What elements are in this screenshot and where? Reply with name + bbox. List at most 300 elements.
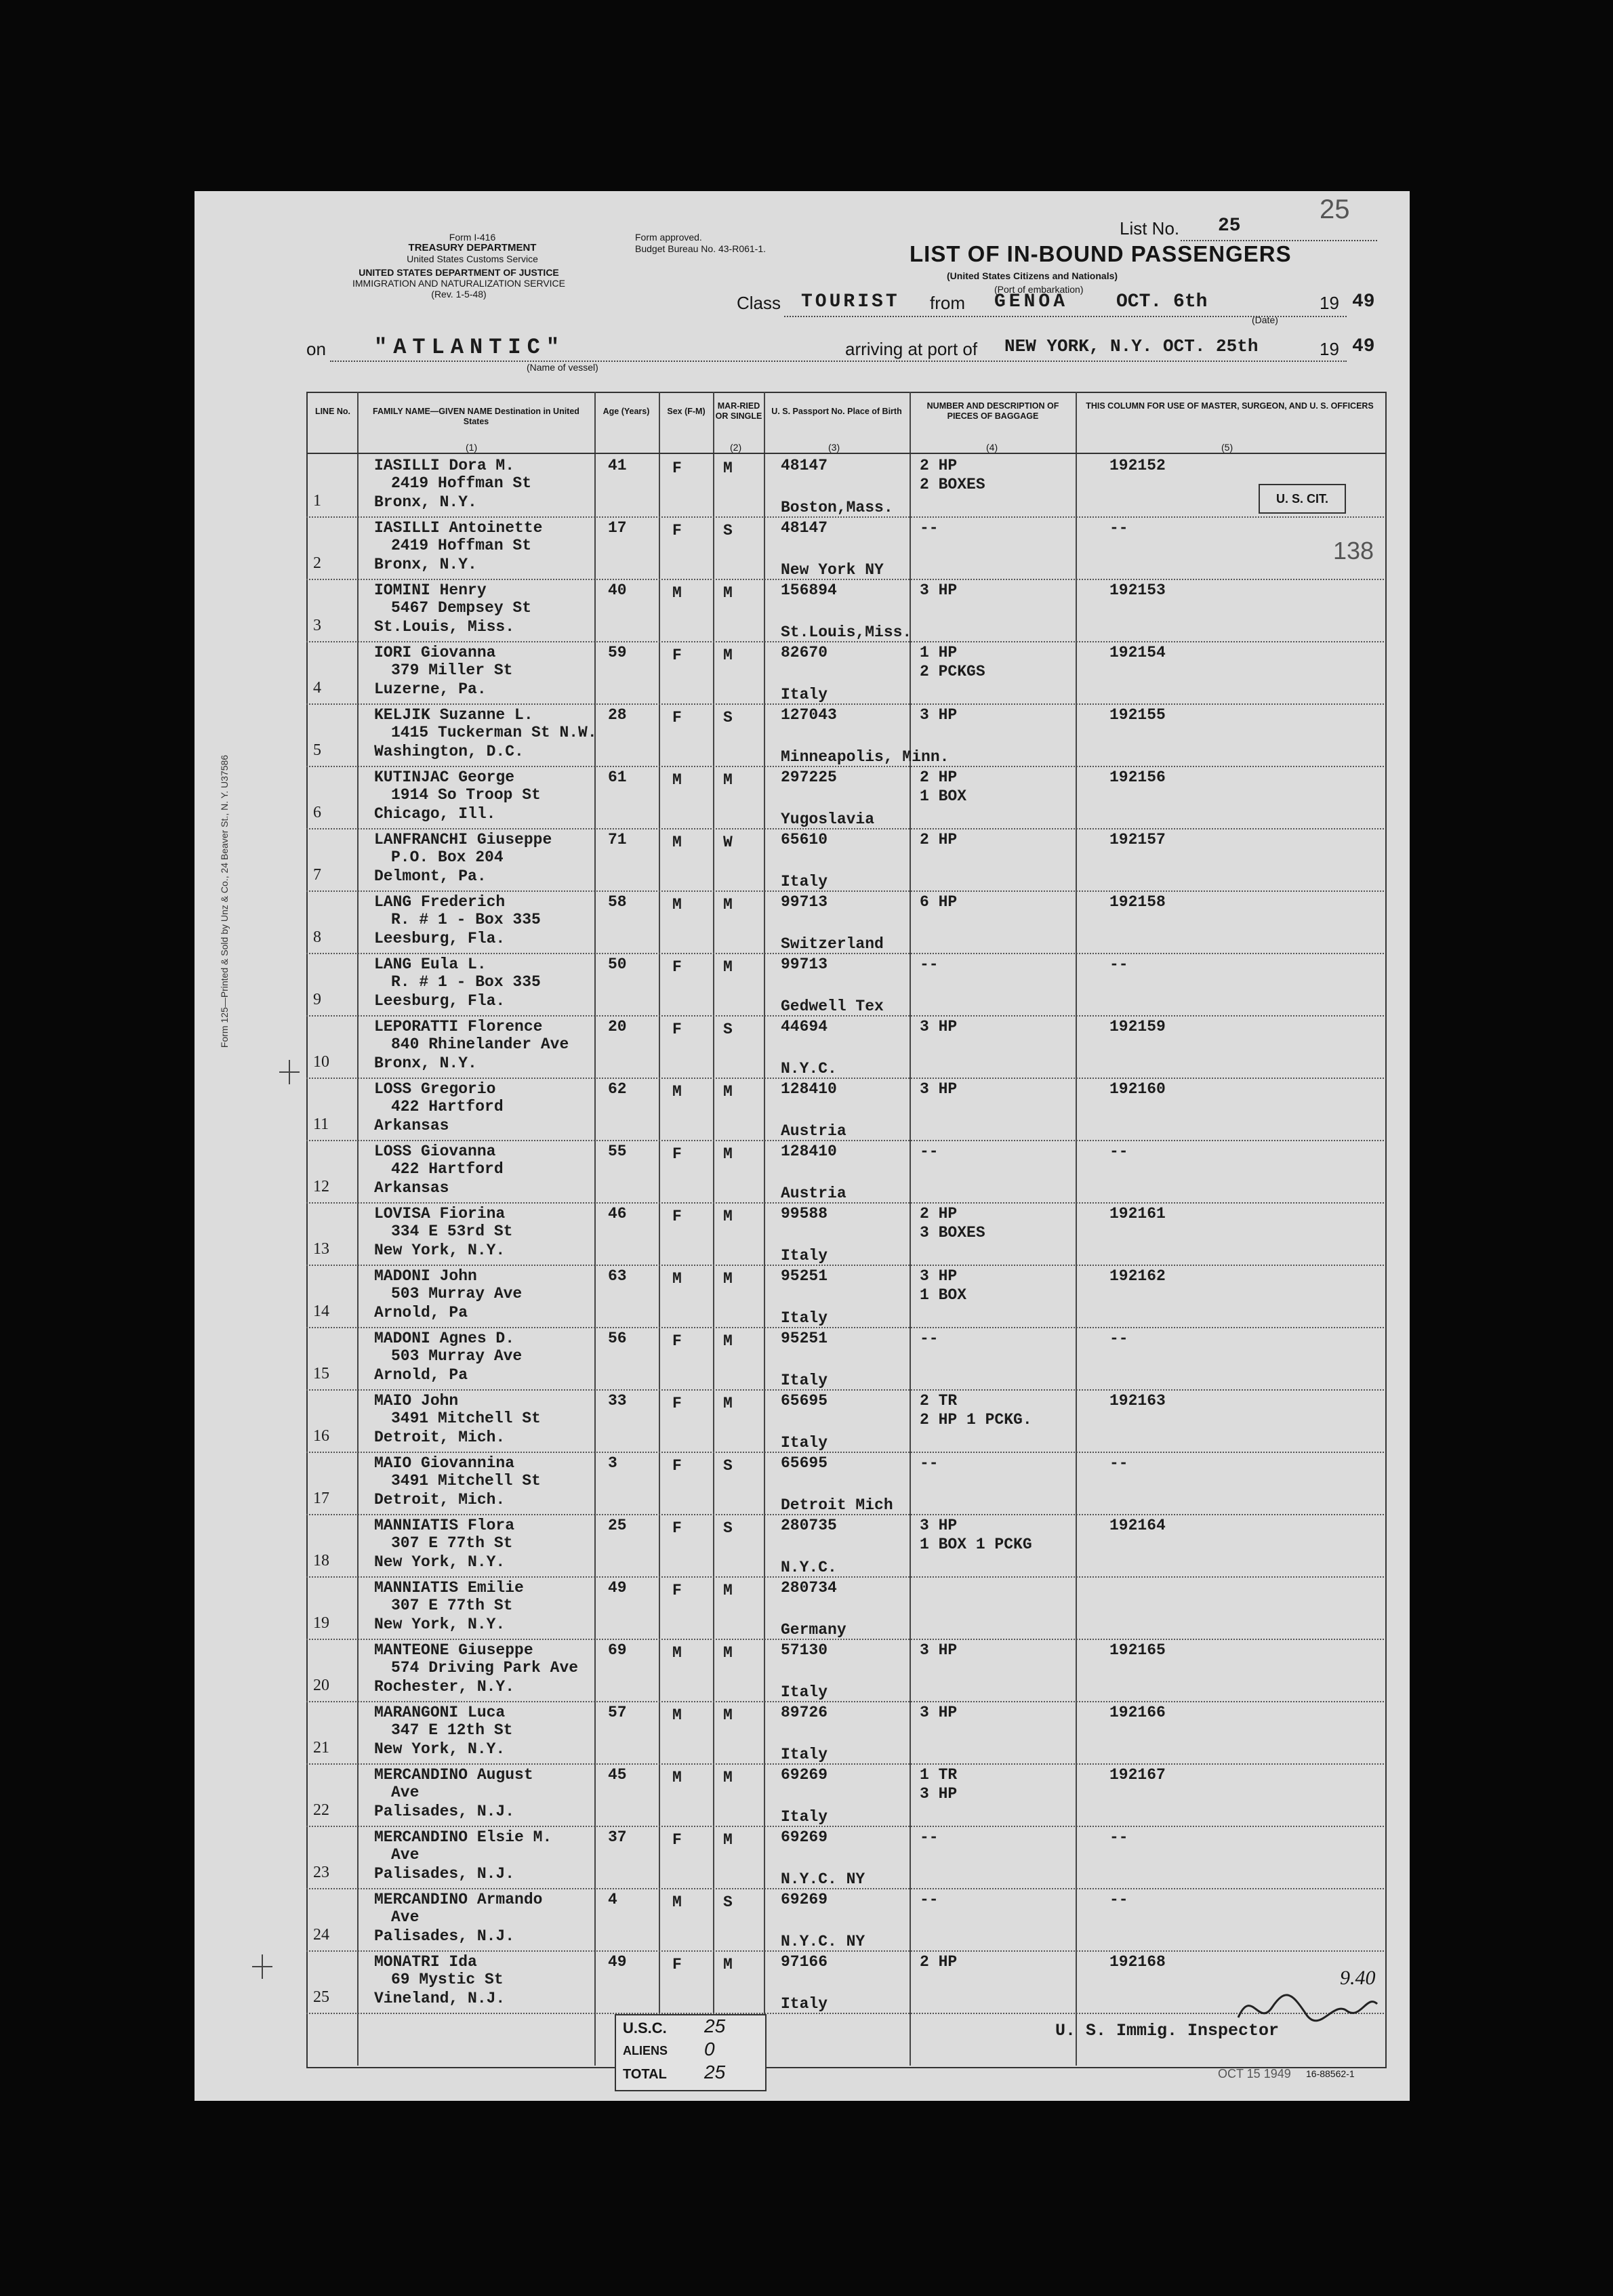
table-row xyxy=(306,1576,1384,1640)
line-number: 20 xyxy=(313,1677,329,1694)
passenger-name: MAIO Giovannina xyxy=(374,1454,515,1472)
table-row xyxy=(306,1078,1384,1141)
passenger-manifest-page xyxy=(195,191,1410,2101)
passport-number: 65610 xyxy=(781,831,828,848)
table-row xyxy=(306,1639,1384,1702)
marital-status: M xyxy=(723,1644,733,1662)
address-line-1: 1914 So Troop St xyxy=(391,786,541,804)
address-line-2: Detroit, Mich. xyxy=(374,1491,506,1509)
address-line-2: Arnold, Pa xyxy=(374,1304,468,1321)
passenger-name: LOVISA Fiorina xyxy=(374,1205,506,1223)
sex: F xyxy=(672,1208,682,1225)
baggage-line-2: 1 BOX xyxy=(920,787,967,805)
table-row xyxy=(306,1950,1384,2014)
officer-reference: 192162 xyxy=(1109,1267,1166,1285)
marital-status: M xyxy=(723,896,733,914)
officer-reference: 192152 xyxy=(1109,457,1166,474)
officer-reference: -- xyxy=(1109,1330,1128,1347)
address-line-1: 347 E 12th St xyxy=(391,1721,513,1739)
sex: F xyxy=(672,1457,682,1475)
passport-number: 82670 xyxy=(781,644,828,661)
col-sex: Sex (F-M) xyxy=(667,407,706,416)
table-row xyxy=(306,1701,1384,1765)
place-of-birth: Italy xyxy=(781,686,828,703)
table-row xyxy=(306,1202,1384,1266)
col-num-4: (4) xyxy=(986,442,998,453)
address-line-1: R. # 1 - Box 335 xyxy=(391,973,541,991)
age: 59 xyxy=(608,644,627,661)
place-of-birth: N.Y.C. xyxy=(781,1060,837,1078)
sex: M xyxy=(672,771,682,789)
passenger-name: MANNIATIS Emilie xyxy=(374,1579,524,1597)
place-of-birth: Yugoslavia xyxy=(781,811,875,828)
marital-status: M xyxy=(723,1831,733,1849)
officer-reference: 192163 xyxy=(1109,1392,1166,1410)
sex: F xyxy=(672,1021,682,1038)
officer-reference: 192161 xyxy=(1109,1205,1166,1223)
year-2: 49 xyxy=(1352,336,1375,357)
passenger-name: MANTEONE Giuseppe xyxy=(374,1641,533,1659)
place-of-birth: Austria xyxy=(781,1122,846,1140)
address-line-2: Bronx, N.Y. xyxy=(374,1054,477,1072)
address-line-1: 840 Rhinelander Ave xyxy=(391,1036,569,1053)
officer-reference: 192164 xyxy=(1109,1517,1166,1534)
age: 28 xyxy=(608,706,627,724)
officer-reference: 192166 xyxy=(1109,1704,1166,1721)
officer-reference: -- xyxy=(1109,519,1128,537)
address-line-2: New York, N.Y. xyxy=(374,1553,506,1571)
us-citizen-stamp: U. S. CIT. xyxy=(1259,484,1346,514)
sex: F xyxy=(672,1332,682,1350)
embark-date: OCT. 6th xyxy=(1116,291,1208,312)
line-number: 19 xyxy=(313,1614,329,1632)
officer-reference: -- xyxy=(1109,1143,1128,1160)
list-no-label: List No. xyxy=(1120,218,1180,239)
passport-number: 99713 xyxy=(781,893,828,911)
address-line-1: 2419 Hoffman St xyxy=(391,474,532,492)
line-number: 15 xyxy=(313,1365,329,1382)
place-of-birth: Detroit Mich xyxy=(781,1496,893,1514)
passport-number: 280735 xyxy=(781,1517,837,1534)
vessel-line xyxy=(330,361,1347,362)
line-number: 18 xyxy=(313,1552,329,1570)
baggage-line-1: 3 HP xyxy=(920,1641,958,1659)
address-line-2: Luzerne, Pa. xyxy=(374,680,487,698)
age: 3 xyxy=(608,1454,617,1472)
line-number: 3 xyxy=(313,617,321,634)
marital-status: M xyxy=(723,584,733,602)
col-age: Age (Years) xyxy=(603,407,650,416)
col-num-5: (5) xyxy=(1221,442,1233,453)
totals-box: U.S.C. 25 ALIENS 0 TOTAL 25 xyxy=(615,2014,767,2091)
table-row xyxy=(306,1327,1384,1391)
line-number: 11 xyxy=(313,1115,329,1133)
sex: M xyxy=(672,834,682,851)
inspector-signature xyxy=(1231,1980,1381,2034)
class-label: Class xyxy=(737,293,781,313)
sex: F xyxy=(672,1145,682,1163)
marital-status: M xyxy=(723,1956,733,1973)
form-id-block: Form I-416 TREASURY DEPARTMENT United States Customs Service xyxy=(407,232,538,264)
marital-status: S xyxy=(723,1893,733,1911)
baggage-line-1: -- xyxy=(920,1891,939,1908)
officer-reference: 192156 xyxy=(1109,768,1166,786)
table-row xyxy=(306,454,1384,518)
marital-status: M xyxy=(723,1769,733,1786)
passenger-name: KELJIK Suzanne L. xyxy=(374,706,533,724)
place-of-birth: New York NY xyxy=(781,561,884,579)
line-number: 24 xyxy=(313,1926,329,1944)
passenger-name: IASILLI Antoinette xyxy=(374,519,543,537)
passenger-name: MONATRI Ida xyxy=(374,1953,477,1971)
age: 56 xyxy=(608,1330,627,1347)
received-date-stamp: OCT 15 1949 xyxy=(1218,2067,1291,2080)
table-row xyxy=(306,766,1384,829)
passenger-name: LANG Frederich xyxy=(374,893,506,911)
passenger-name: LOSS Gregorio xyxy=(374,1080,496,1098)
embark-caption: (Port of embarkation) xyxy=(994,284,1084,295)
sex: M xyxy=(672,1644,682,1662)
form-code: 16-88562-1 xyxy=(1306,2068,1355,2079)
baggage-line-1: -- xyxy=(920,1454,939,1472)
passenger-name: MADONI John xyxy=(374,1267,477,1285)
page-number: 25 xyxy=(1320,194,1350,224)
passenger-name: IORI Giovanna xyxy=(374,644,496,661)
table-row xyxy=(306,1763,1384,1827)
address-line-1: 307 E 77th St xyxy=(391,1534,513,1552)
passport-number: 297225 xyxy=(781,768,837,786)
col-passport: U. S. Passport No. Place of Birth xyxy=(771,407,902,416)
passport-number: 95251 xyxy=(781,1267,828,1285)
place-of-birth: Italy xyxy=(781,873,828,890)
baggage-line-1: 2 HP xyxy=(920,768,958,786)
sex: F xyxy=(672,1956,682,1973)
doj-block: UNITED STATES DEPARTMENT OF JUSTICE IMMIGRATION AND NATURALIZATION SERVICE (Rev. 1-5-48) xyxy=(352,267,565,300)
officer-reference: 192168 xyxy=(1109,1953,1166,1971)
col-num-2: (2) xyxy=(730,442,742,453)
col-married: MAR-RIED OR SINGLE xyxy=(715,401,762,421)
line-number: 4 xyxy=(313,679,321,697)
place-of-birth: Italy xyxy=(781,1372,828,1389)
address-line-1: 422 Hartford xyxy=(391,1160,504,1178)
officer-reference: 192167 xyxy=(1109,1766,1166,1784)
address-line-1: 503 Murray Ave xyxy=(391,1347,523,1365)
sex: M xyxy=(672,1270,682,1288)
passenger-name: LANFRANCHI Giuseppe xyxy=(374,831,552,848)
address-line-1: 5467 Dempsey St xyxy=(391,599,532,617)
place-of-birth: Italy xyxy=(781,1683,828,1701)
place-of-birth: Gedwell Tex xyxy=(781,998,884,1015)
line-number: 16 xyxy=(313,1427,329,1445)
baggage-line-2: 1 BOX 1 PCKG xyxy=(920,1536,1032,1553)
marital-status: S xyxy=(723,1021,733,1038)
officer-reference: 192153 xyxy=(1109,581,1166,599)
page-title: LIST OF IN-BOUND PASSENGERS xyxy=(910,241,1292,266)
sex: F xyxy=(672,647,682,664)
officer-reference: -- xyxy=(1109,1828,1128,1846)
sex: F xyxy=(672,1395,682,1412)
marital-status: S xyxy=(723,1519,733,1537)
address-line-1: Ave xyxy=(391,1846,420,1864)
arrival-port-date: NEW YORK, N.Y. OCT. 25th xyxy=(1004,336,1259,356)
age: 4 xyxy=(608,1891,617,1908)
passport-number: 57130 xyxy=(781,1641,828,1659)
age: 46 xyxy=(608,1205,627,1223)
address-line-1: 307 E 77th St xyxy=(391,1597,513,1614)
age: 69 xyxy=(608,1641,627,1659)
marital-status: S xyxy=(723,709,733,726)
address-line-2: Arkansas xyxy=(374,1179,449,1197)
address-line-1: P.O. Box 204 xyxy=(391,848,504,866)
marital-status: M xyxy=(723,1270,733,1288)
passport-number: 69269 xyxy=(781,1828,828,1846)
address-line-2: St.Louis, Miss. xyxy=(374,618,515,636)
sex: M xyxy=(672,1893,682,1911)
address-line-1: 334 E 53rd St xyxy=(391,1223,513,1240)
line-number: 1 xyxy=(313,492,321,510)
address-line-1: 422 Hartford xyxy=(391,1098,504,1115)
age: 49 xyxy=(608,1953,627,1971)
place-of-birth: Minneapolis, Minn. xyxy=(781,748,950,766)
baggage-line-1: -- xyxy=(920,1828,939,1846)
place-of-birth: Italy xyxy=(781,1309,828,1327)
sex: F xyxy=(672,459,682,477)
passport-number: 97166 xyxy=(781,1953,828,1971)
marital-status: M xyxy=(723,1208,733,1225)
address-line-2: Delmont, Pa. xyxy=(374,867,487,885)
place-of-birth: Austria xyxy=(781,1185,846,1202)
passport-number: 48147 xyxy=(781,457,828,474)
baggage-line-1: -- xyxy=(920,1330,939,1347)
officer-reference: 192154 xyxy=(1109,644,1166,661)
arriving-label: arriving at port of xyxy=(845,339,978,359)
col-num-1: (1) xyxy=(466,442,478,453)
col-name: FAMILY NAME—GIVEN NAME Destination in United States xyxy=(373,407,579,426)
address-line-2: Washington, D.C. xyxy=(374,743,524,760)
passenger-name: MERCANDINO Elsie M. xyxy=(374,1828,552,1846)
address-line-2: Palisades, N.J. xyxy=(374,1803,515,1820)
table-row xyxy=(306,1888,1384,1952)
on-label: on xyxy=(306,339,326,359)
passport-number: 89726 xyxy=(781,1704,828,1721)
line-number: 14 xyxy=(313,1303,329,1320)
age: 49 xyxy=(608,1579,627,1597)
line-number: 8 xyxy=(313,928,321,946)
vessel-caption: (Name of vessel) xyxy=(527,362,598,373)
address-line-1: R. # 1 - Box 335 xyxy=(391,911,541,928)
port-of-embarkation: GENOA xyxy=(994,291,1069,312)
baggage-line-1: 3 HP xyxy=(920,1704,958,1721)
table-row xyxy=(306,579,1384,642)
place-of-birth: Germany xyxy=(781,1621,846,1639)
pencil-tick-margin xyxy=(249,1953,276,1980)
inspector-label: U. S. Immig. Inspector xyxy=(1055,2021,1280,2041)
address-line-2: New York, N.Y. xyxy=(374,1616,506,1633)
baggage-line-1: 2 HP xyxy=(920,457,958,474)
line-number: 23 xyxy=(313,1864,329,1881)
passenger-name: LANG Eula L. xyxy=(374,956,487,973)
sex: F xyxy=(672,1582,682,1599)
marital-status: M xyxy=(723,459,733,477)
col-num-3: (3) xyxy=(828,442,840,453)
address-line-2: Rochester, N.Y. xyxy=(374,1678,515,1696)
list-no-value: 25 xyxy=(1218,216,1241,237)
class-value: TOURIST xyxy=(801,291,900,312)
address-line-1: 379 Miller St xyxy=(391,661,513,679)
passenger-name: LEPORATTI Florence xyxy=(374,1018,543,1036)
address-line-2: Bronx, N.Y. xyxy=(374,493,477,511)
officer-reference: 192155 xyxy=(1109,706,1166,724)
marital-status: W xyxy=(723,834,733,851)
passenger-name: MARANGONI Luca xyxy=(374,1704,506,1721)
sex: F xyxy=(672,522,682,539)
address-line-2: Leesburg, Fla. xyxy=(374,930,506,947)
line-number: 17 xyxy=(313,1490,329,1507)
line-number: 13 xyxy=(313,1240,329,1258)
baggage-line-1: 2 HP xyxy=(920,831,958,848)
page-subtitle: (United States Citizens and Nationals) xyxy=(947,270,1118,281)
passport-number: 128410 xyxy=(781,1143,837,1160)
passenger-name: MANNIATIS Flora xyxy=(374,1517,515,1534)
passenger-name: MERCANDINO Armando xyxy=(374,1891,543,1908)
place-of-birth: Italy xyxy=(781,1247,828,1265)
line-number: 21 xyxy=(313,1739,329,1757)
age: 25 xyxy=(608,1517,627,1534)
marital-status: M xyxy=(723,958,733,976)
passport-number: 44694 xyxy=(781,1018,828,1036)
address-line-2: Bronx, N.Y. xyxy=(374,556,477,573)
age: 17 xyxy=(608,519,627,537)
class-line xyxy=(784,316,1347,317)
year-prefix-2: 19 xyxy=(1320,339,1339,359)
officer-reference: 192157 xyxy=(1109,831,1166,848)
line-number: 12 xyxy=(313,1178,329,1195)
passport-number: 127043 xyxy=(781,706,837,724)
line-number: 6 xyxy=(313,804,321,821)
passenger-name: MADONI Agnes D. xyxy=(374,1330,515,1347)
age: 58 xyxy=(608,893,627,911)
stamp-number-138: 138 xyxy=(1333,537,1374,565)
baggage-line-1: 1 TR xyxy=(920,1766,958,1784)
year-prefix-1: 19 xyxy=(1320,293,1339,313)
address-line-2: New York, N.Y. xyxy=(374,1740,506,1758)
table-row xyxy=(306,1389,1384,1453)
place-of-birth: Boston,Mass. xyxy=(781,499,893,516)
table-row xyxy=(306,953,1384,1017)
age: 45 xyxy=(608,1766,627,1784)
address-line-1: 503 Murray Ave xyxy=(391,1285,523,1303)
table-row xyxy=(306,1452,1384,1515)
passport-number: 99713 xyxy=(781,956,828,973)
officer-reference: -- xyxy=(1109,1891,1128,1908)
address-line-2: Chicago, Ill. xyxy=(374,805,496,823)
baggage-line-1: 2 TR xyxy=(920,1392,958,1410)
officer-reference: -- xyxy=(1109,956,1128,973)
marital-status: M xyxy=(723,647,733,664)
place-of-birth: N.Y.C. NY xyxy=(781,1870,865,1888)
table-row xyxy=(306,641,1384,705)
sex: M xyxy=(672,896,682,914)
baggage-line-1: 1 HP xyxy=(920,644,958,661)
baggage-line-1: 6 HP xyxy=(920,893,958,911)
baggage-line-1: 3 HP xyxy=(920,1018,958,1036)
address-line-1: 3491 Mitchell St xyxy=(391,1410,541,1427)
age: 33 xyxy=(608,1392,627,1410)
age: 57 xyxy=(608,1704,627,1721)
table-row xyxy=(306,703,1384,767)
address-line-1: 3491 Mitchell St xyxy=(391,1472,541,1490)
marital-status: S xyxy=(723,1457,733,1475)
baggage-line-2: 2 PCKGS xyxy=(920,663,985,680)
line-number: 5 xyxy=(313,741,321,759)
sex: M xyxy=(672,1706,682,1724)
marital-status: M xyxy=(723,1083,733,1101)
sex: M xyxy=(672,1769,682,1786)
marital-status: S xyxy=(723,522,733,539)
budget-block: Form approved. Budget Bureau No. 43-R061-1. xyxy=(635,232,767,254)
baggage-line-1: 3 HP xyxy=(920,706,958,724)
age: 55 xyxy=(608,1143,627,1160)
marital-status: M xyxy=(723,1706,733,1724)
age: 41 xyxy=(608,457,627,474)
sex: F xyxy=(672,709,682,726)
marital-status: M xyxy=(723,771,733,789)
line-number: 9 xyxy=(313,991,321,1008)
place-of-birth: Italy xyxy=(781,1434,828,1452)
place-of-birth: N.Y.C. xyxy=(781,1559,837,1576)
baggage-line-1: 3 HP xyxy=(920,1080,958,1098)
place-of-birth: Italy xyxy=(781,1808,828,1826)
age: 37 xyxy=(608,1828,627,1846)
baggage-line-1: 3 HP xyxy=(920,1517,958,1534)
passenger-name: IASILLI Dora M. xyxy=(374,457,515,474)
col-baggage: NUMBER AND DESCRIPTION OF PIECES OF BAGGAGE xyxy=(926,401,1059,421)
year-1: 49 xyxy=(1352,291,1375,312)
sex: F xyxy=(672,1831,682,1849)
officer-reference: -- xyxy=(1109,1454,1128,1472)
table-row xyxy=(306,1826,1384,1889)
passenger-name: KUTINJAC George xyxy=(374,768,515,786)
address-line-1: 1415 Tuckerman St N.W. xyxy=(391,724,597,741)
vessel-name: "ATLANTIC" xyxy=(374,335,566,360)
passenger-name: LOSS Giovanna xyxy=(374,1143,496,1160)
marital-status: M xyxy=(723,1332,733,1350)
table-row xyxy=(306,828,1384,892)
age: 40 xyxy=(608,581,627,599)
table-row xyxy=(306,1015,1384,1079)
address-line-1: 574 Driving Park Ave xyxy=(391,1659,579,1677)
sex: F xyxy=(672,958,682,976)
age: 50 xyxy=(608,956,627,973)
passport-number: 69269 xyxy=(781,1766,828,1784)
passport-number: 95251 xyxy=(781,1330,828,1347)
passport-number: 48147 xyxy=(781,519,828,537)
passport-number: 99588 xyxy=(781,1205,828,1223)
baggage-line-1: 2 HP xyxy=(920,1953,958,1971)
line-number: 25 xyxy=(313,1988,329,2006)
table-row xyxy=(306,890,1384,954)
baggage-line-1: -- xyxy=(920,1143,939,1160)
baggage-line-1: 3 HP xyxy=(920,581,958,599)
age: 71 xyxy=(608,831,627,848)
age: 20 xyxy=(608,1018,627,1036)
inspector-time: 9.40 xyxy=(1340,1967,1376,1989)
address-line-1: Ave xyxy=(391,1784,420,1801)
baggage-line-1: 3 HP xyxy=(920,1267,958,1285)
place-of-birth: N.Y.C. NY xyxy=(781,1933,865,1950)
marital-status: M xyxy=(723,1582,733,1599)
officer-reference: 192160 xyxy=(1109,1080,1166,1098)
